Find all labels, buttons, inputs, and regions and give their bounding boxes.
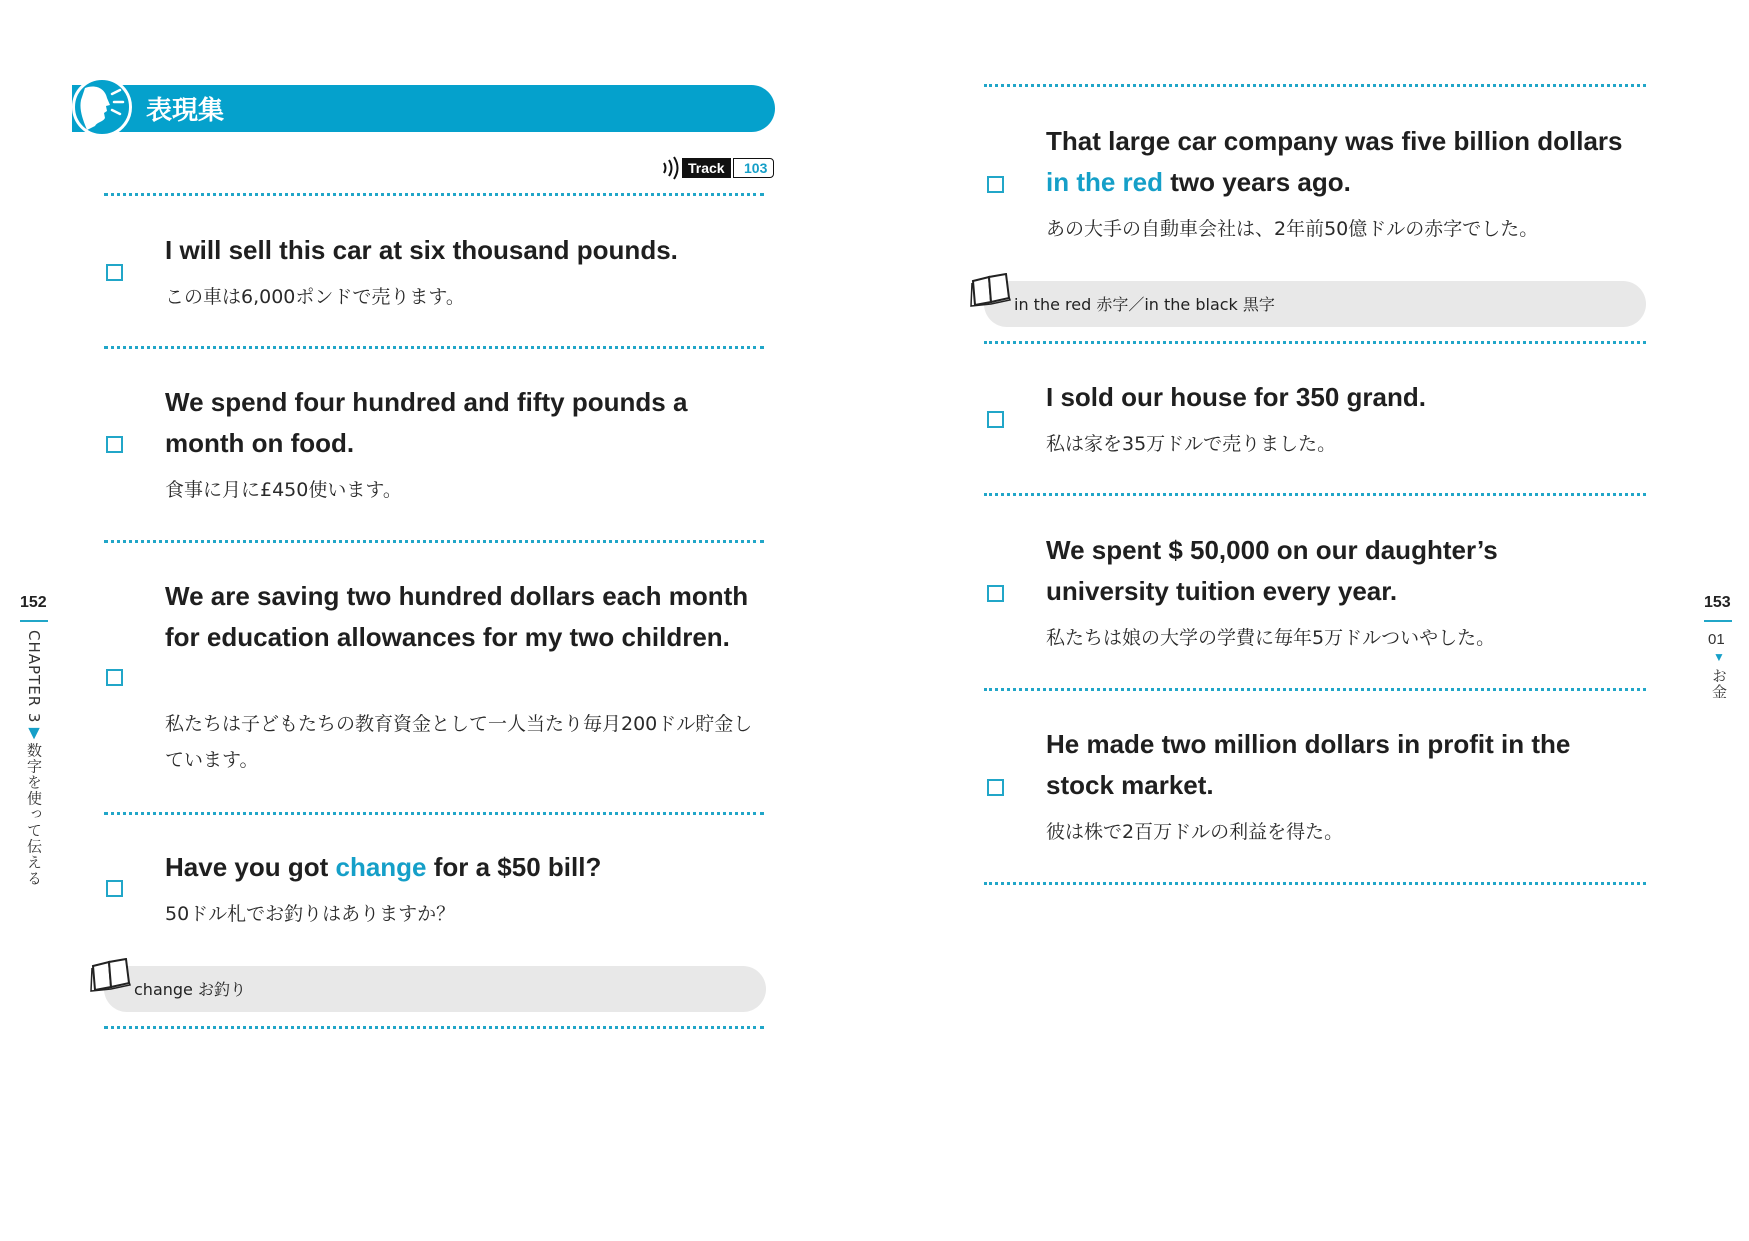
- vocab-note: [104, 966, 766, 1012]
- checkbox[interactable]: [106, 264, 123, 281]
- highlight-term: in the red: [1046, 167, 1164, 197]
- vocab-note: [984, 281, 1646, 327]
- divider: [984, 341, 1646, 344]
- chapter-label: CHAPTER 3▼数字を使って伝える: [25, 630, 43, 887]
- checkbox[interactable]: [106, 880, 123, 897]
- book-icon: [90, 958, 132, 992]
- checkbox[interactable]: [987, 585, 1004, 602]
- entry-english: He made two million dollars in profit in the stock market.: [1046, 729, 1571, 800]
- entry-english: That large car company was five billion dollars in the red two years ago.: [1046, 126, 1623, 197]
- track-label: Track: [682, 158, 731, 178]
- divider: [984, 688, 1646, 691]
- divider: [104, 1026, 764, 1029]
- entry-japanese: この車は6,000ポンドで売ります。: [165, 286, 465, 308]
- checkbox[interactable]: [987, 779, 1004, 796]
- divider: [984, 493, 1646, 496]
- entry-english: Have you got change for a $50 bill?: [165, 852, 602, 882]
- section-number: 01: [1708, 631, 1725, 648]
- entry-english: I sold our house for 350 grand.: [1046, 382, 1426, 412]
- triangle-icon: ▼: [25, 723, 43, 743]
- highlight-term: change: [335, 852, 427, 882]
- checkbox[interactable]: [106, 669, 123, 686]
- note-text: change お釣り: [134, 980, 246, 999]
- entry-japanese: 私たちは子どもたちの教育資金として一人当たり毎月200ドル貯金しています。: [165, 713, 753, 771]
- side-rule: [1704, 620, 1732, 622]
- divider: [104, 346, 764, 349]
- track-number: 103: [733, 158, 774, 178]
- divider: [984, 84, 1646, 87]
- entry-japanese: あの大手の自動車会社は、2年前50億ドルの赤字でした。: [1046, 218, 1539, 240]
- entry-japanese: 食事に月に£450使います。: [165, 479, 402, 501]
- entry-english: We spend four hundred and fifty pounds a month on food.: [165, 387, 688, 458]
- entry-english: We spent $ 50,000 on our daughter’s university tuition every year.: [1046, 535, 1498, 606]
- checkbox[interactable]: [106, 436, 123, 453]
- entry-japanese: 私たちは娘の大学の学費に毎年5万ドルついやした。: [1046, 627, 1496, 649]
- section-subtitle: お金: [1710, 668, 1728, 700]
- side-rule: [20, 620, 48, 622]
- entry-japanese: 私は家を35万ドルで売りました。: [1046, 433, 1337, 455]
- divider: [104, 540, 764, 543]
- triangle-icon: ▼: [1713, 650, 1725, 664]
- speaking-face-icon: [72, 77, 132, 137]
- divider: [104, 812, 764, 815]
- divider: [984, 882, 1646, 885]
- note-text: in the red 赤字／in the black 黒字: [1014, 295, 1275, 314]
- divider: [104, 193, 764, 196]
- section-title: 表現集: [146, 96, 225, 126]
- entry-japanese: 50ドル札でお釣りはありますか？: [165, 903, 456, 925]
- page-number: 152: [20, 594, 47, 611]
- checkbox[interactable]: [987, 176, 1004, 193]
- entry-english: I will sell this car at six thousand pounds.: [165, 235, 678, 265]
- book-icon: [970, 273, 1012, 307]
- entry-english: We are saving two hundred dollars each month for education allowances for my two children.: [165, 581, 749, 652]
- entry-japanese: 彼は株で2百万ドルの利益を得た。: [1046, 821, 1344, 843]
- checkbox[interactable]: [987, 411, 1004, 428]
- page-number: 153: [1704, 594, 1731, 611]
- audio-wave-icon: [660, 155, 682, 181]
